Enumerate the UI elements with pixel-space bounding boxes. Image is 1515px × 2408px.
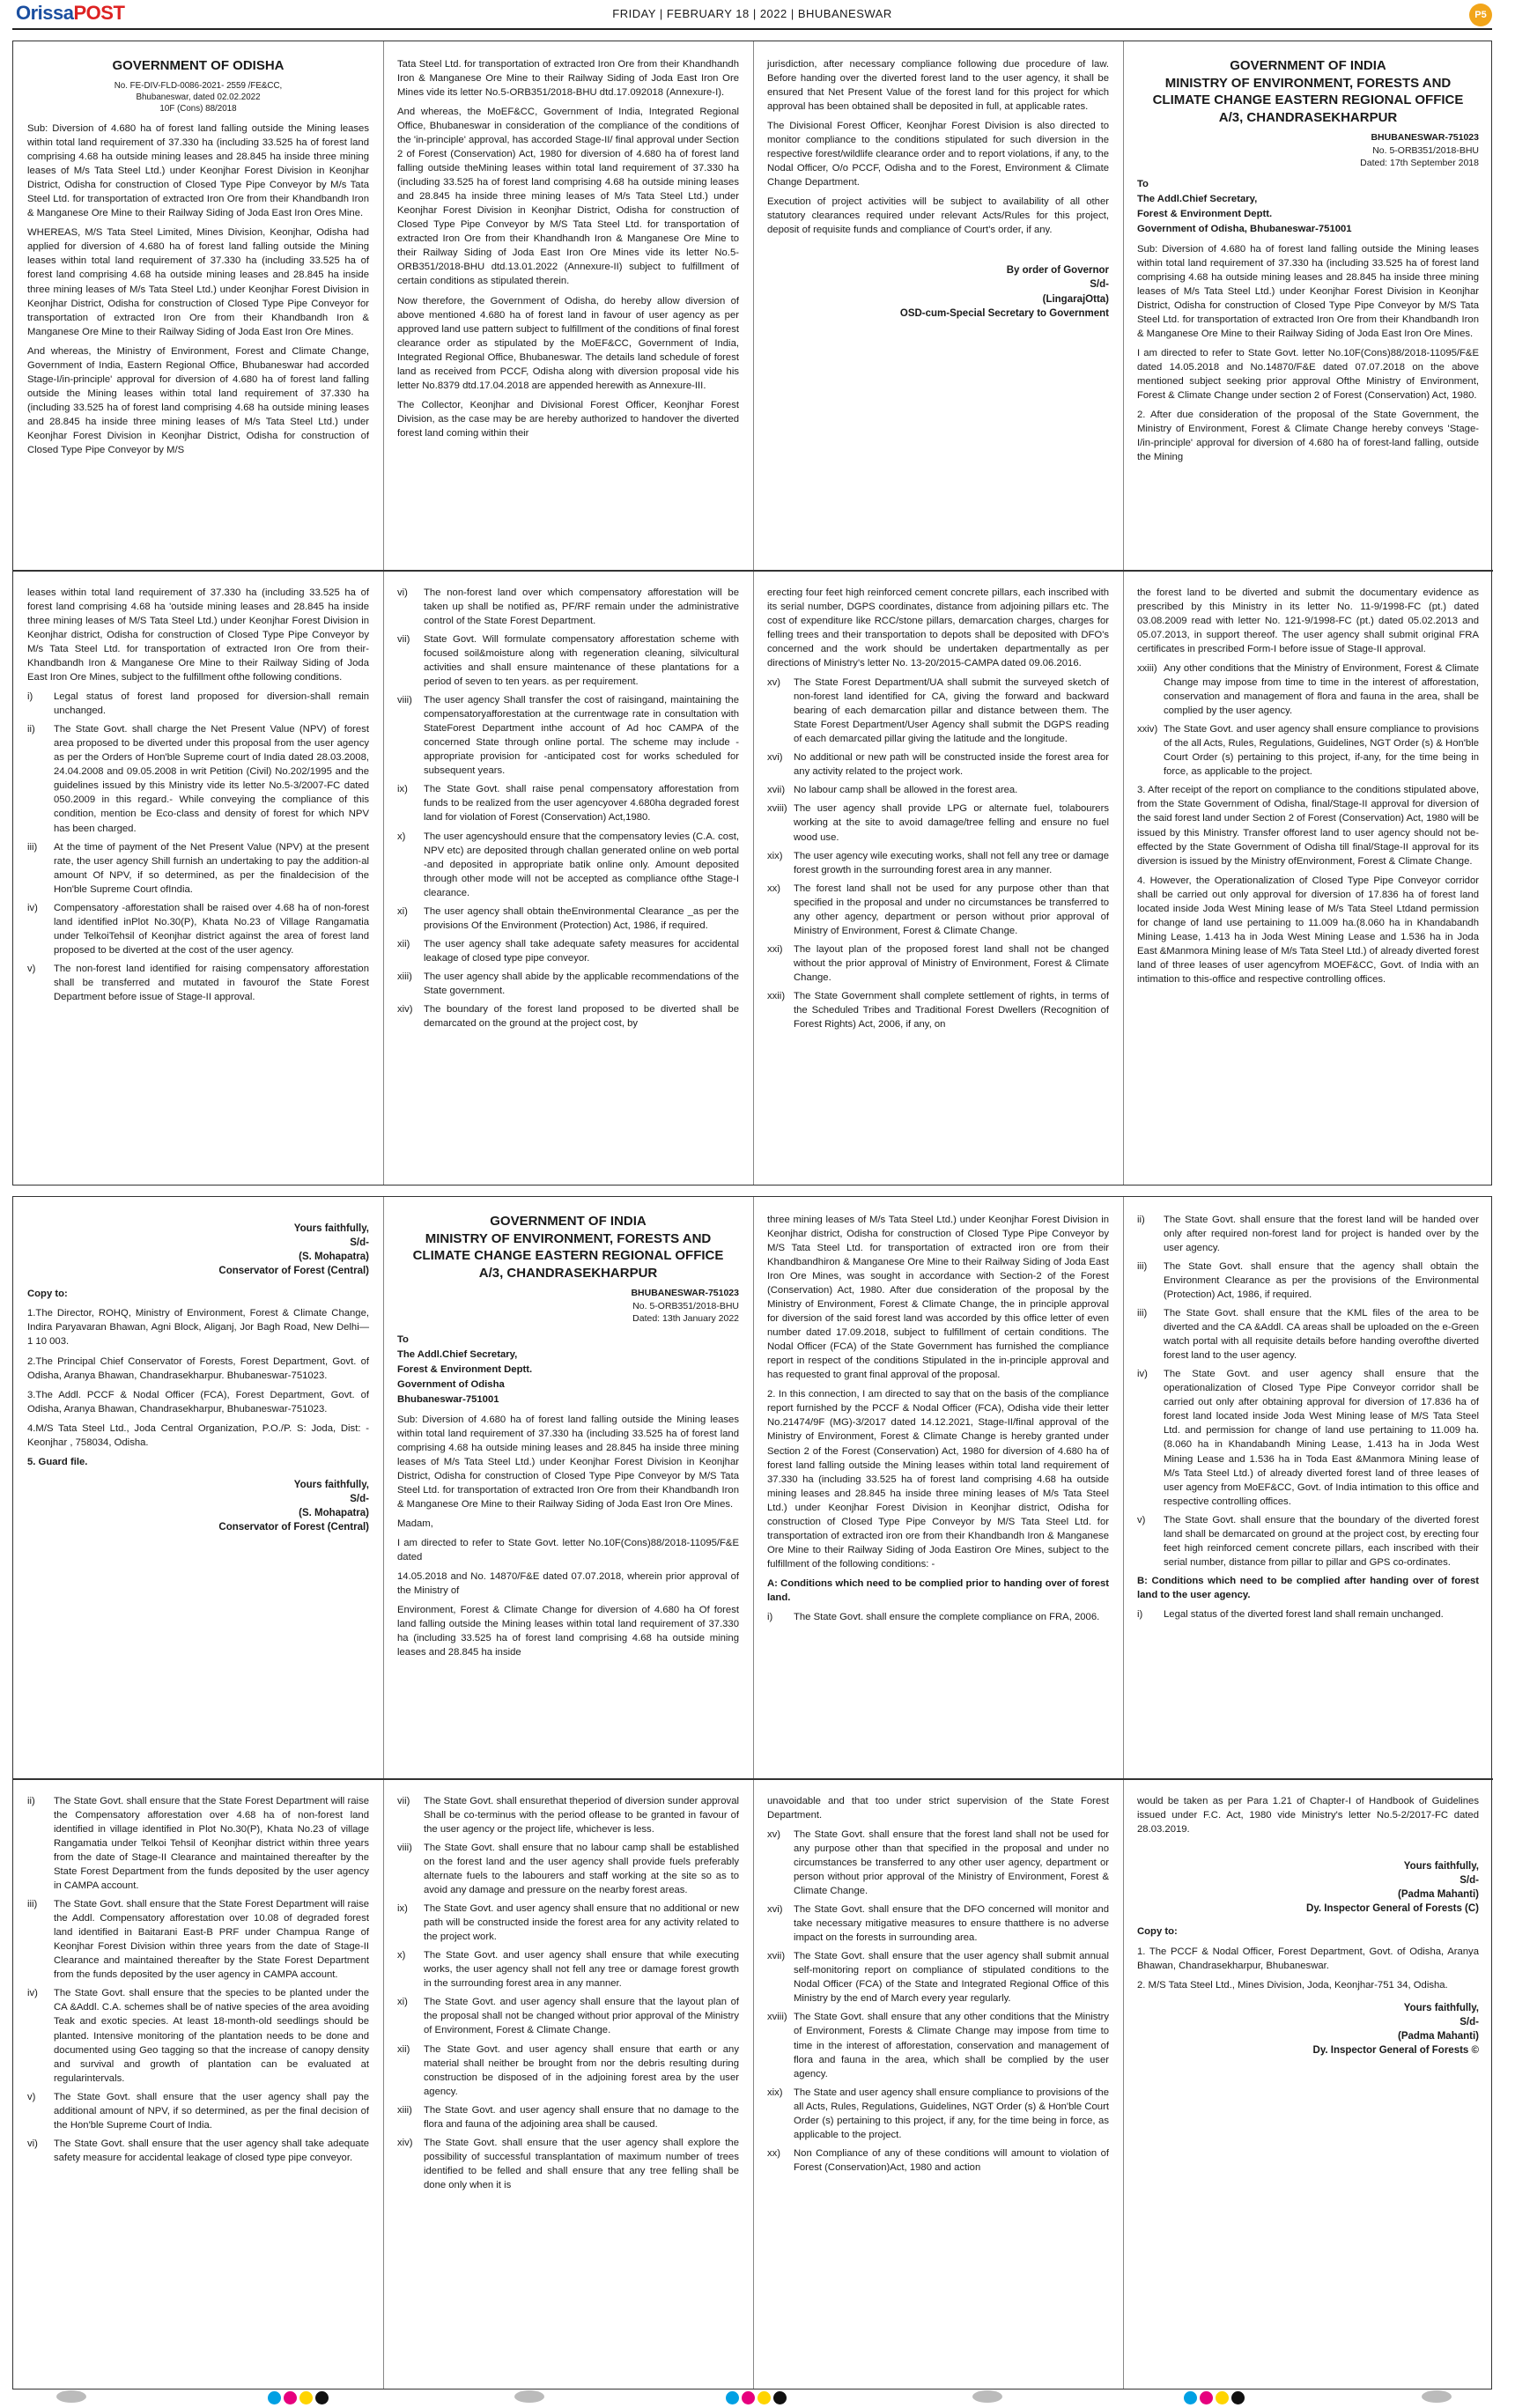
copy-recipient: 1.The Director, ROHQ, Ministry of Environment, Forest & Climate Change, Indira Paryavaran Bhawan, Agni Block, Aliganj, Jor Bagh Road, New Delhi— 1 10 003. (27, 1308, 369, 1348)
condition-number: x) (397, 1950, 406, 1961)
body-paragraph: three mining leases of M/s Tata Steel Ltd.) under Keonjhar Forest Division in Keonjhar district, Odisha for construction of Closed Type Pipe Conveyor by M/S Tata Steel Ltd. for transportation of extracted iron ore from their Khandbandhiron & Manganese Ore Mine to their Railway Siding of Joda East Iron Ore Mines, was sought in accordance with Section-2 of the Forest (Conservation) Act, 1980. After due consideration of the proposal by the Ministry of Environment, Forest & Climate Change, the in principle approval for diversion of the said forest land was accorded by this office letter of even number dated 17.09.2018, subject to fulfillment of certain conditions. The Nodal Officer (FCA) of the State Government has furnished the compliance report in respect of the conditions Stipulated in the in-principle approval and has requested to grant final approval of the proposal. (767, 1215, 1109, 1381)
condition-number: v) (27, 963, 36, 974)
condition-number: xiii) (397, 2104, 412, 2116)
condition-number: iv) (27, 1988, 38, 1999)
magenta-dot (284, 2391, 297, 2404)
condition-number: xi) (397, 905, 408, 917)
section-heading: A: Conditions which need to be complied prior to handing over of forest land. (767, 1577, 1109, 1603)
condition-text: The State Govt. shall ensure that the DFO concerned will monitor and take necessary mitigative measures to ensure thatthere is no adverse impact on the forests in surrounding area. (794, 1904, 1109, 1944)
condition-number: v) (1137, 1514, 1146, 1525)
condition-number: xvi) (767, 752, 783, 764)
condition-text: The State Govt. shall ensure that the species to be planted under the CA &Addl. C.A. schemes shall be of native species of the area avoiding Teak and exotic species. At least 18-month-old seedlings should be planted. Intensive monitoring of the plantation needs to be done and documented using Geo tagging so that the increase of canopy density and survival and growth of plantation can be evaluated at regularintervals. (54, 1988, 369, 2084)
odisha-order-col-1 (13, 41, 383, 570)
subject-paragraph: Sub: Diversion of 4.680 ha of forest land falling outside the Mining leases within total land requirement of 37.330 ha (including 33.525 ha of forest land comprising 4.68 ha outside mining leases and 28.845 ha inside three mining leases of M/s Tata Steel Ltd.) under Keonjhar Forest Division in Keonjhar District, Odisha for construction of Closed Type Pipe Conveyor by M/s Tata Steel Ltd. for transportation of extracted Iron Ore from their Khandbandh Iron & Manganese Ore Mine to their Railway Siding of Joda East Iron Ores Mine. (27, 123, 369, 219)
condition-item (397, 782, 739, 824)
condition-item (397, 970, 739, 998)
signature-block: Yours faithfully, S/d- (S. Mohapatra) Conservator of Forest (Central) (218, 1479, 369, 1533)
condition-text: The State Govt. and user agency shall ensure that no additional or new path will be constructed inside the forest area for any activity related to the project work. (424, 1903, 739, 1943)
condition-text: The user agencyshould ensure that the compensatory levies (C.A. cost, NPV etc) are deposited through challan generated online on web portal -and deposited in appropriate batik online only. Amount deposited through other mode will not be accepted as compliance ofthe Stage-I clearance. (424, 831, 739, 898)
moefcc-letter-2022-col-3 (1123, 1197, 1493, 1778)
condition-list (1137, 1607, 1479, 1621)
copy-recipient: 4.M/S Tata Steel Ltd., Joda Central Organization, P.O./P. S: Joda, Dist: -Keonjhar , 758034, Odisha. (27, 1422, 369, 1448)
condition-item (767, 1902, 1109, 1945)
condition-text: The State Govt. and user agency shall ensure compliance to provisions of the all Acts, Rules, Regulations, Guidelines, NGT Order (s) & Hon'ble Court Order (s) pertaining to this project, if-any, for the time being in force, as applicable to the project. (1164, 724, 1479, 778)
condition-item (27, 1986, 369, 2085)
condition-list (1137, 1213, 1479, 1570)
signature-block: Yours faithfully, S/d- (Padma Mahanti) Dy. Inspector General of Forests (C) (1306, 1861, 1479, 1915)
condition-number: vi) (27, 2138, 38, 2149)
condition-text: The non-forest land identified for raising compensatory afforestation shall be transferred and mutated in favourof the State Forest Department before issue of Stage-II approval. (54, 963, 369, 1002)
condition-text: The non-forest land over which compensatory afforestation will be taken up shall be notified as, PF/RF remain under the administrative control of the State Forest Department. (424, 587, 739, 627)
condition-number: xx) (767, 2147, 781, 2159)
yellow-dot (758, 2391, 771, 2404)
condition-number: ii) (27, 1796, 35, 1806)
condition-item (767, 942, 1109, 985)
condition-text: The State Govt. shall charge the Net Present Value (NPV) of forest area proposed to be diverted under this proposal from the user agency as per the Orders of Hon'ble Supreme court of India dated 28.03.2008, 24.04.2008 and 09.05.2008 in writ Petition (Civil) No.202/1995 and the guidelines issued by this Ministry vide its letter No.5-3/2007-FC dated 050.2009 in this regard.- While conveying the compliance of this condition, mention be Eco-class and density of forest for which NPV has been charged. (54, 724, 369, 834)
condition-text: The user agency shall obtain theEnvironmental Clearance _as per the provisions Of the Environment (Protection) Act, 1986, if required. (424, 905, 739, 931)
condition-item (27, 840, 369, 897)
condition-text: At the time of payment of the Net Present Value (NPV) at the present rate, the user agency Shill furnish an undertaking to pay the addition-al amount Of NPV, if so determined, as per the finaldecision of the Hon'ble Supreme Court ofIndia. (54, 841, 369, 895)
condition-text: The boundary of the forest land proposed to be diverted shall be demarcated on the ground at the project cost, by (424, 1003, 739, 1029)
condition-number: x) (397, 831, 406, 842)
black-dot (773, 2391, 787, 2404)
body-paragraph: 3. After receipt of the report on compliance to the conditions stipulated above, from the State Government of Odisha, final/Stage-II approval for diversion of the said forest land under Section 2 of Forest (Conservation) Act, 1980 will be issued by this Ministry. Transfer offorest land to user agency should not be- effected by the State Government of Odisha till final/Stage-II approval for its diversion is issued by the Ministry ofEnvironment, Forest & Climate Change. (1137, 785, 1479, 867)
condition-text: The State Govt. shall ensure that any other conditions that the Ministry of Environment, Forests & Climate Change may impose from time to time in the interest of afforestation, conservation and management of flora and fauna in the area, which shall be complied by the user agency. (794, 2012, 1109, 2079)
condition-item (397, 905, 739, 933)
condition-number: xv) (767, 677, 781, 689)
condition-number: ix) (397, 784, 408, 795)
condition-text: The user agency Shall transfer the cost of raisingand, maintaining the compensatoryafforestation at the currentwage rate in consultation with StateForest Department inthe account of Ad hoc CAMPA of the concerned State through online portal. The scheme may include -appropriate provision for -anticipated cost for works scheduled for subsequent years. (424, 695, 739, 777)
cyan-dot (726, 2391, 739, 2404)
copy-recipient: 2. M/S Tata Steel Ltd., Mines Division, Joda, Keonjhar-751 34, Odisha. (1137, 1979, 1448, 1991)
condition-item (767, 801, 1109, 844)
body-paragraph: The Collector, Keonjhar and Divisional Forest Officer, Keonjhar Forest Division, as the case may be are hereby authorized to handover the diverted forest land coming within their (397, 399, 739, 439)
condition-text: The State Govt. shall ensure the complete compliance on FRA, 2006. (794, 1611, 1100, 1622)
condition-item (767, 783, 1109, 797)
condition-item (1137, 1367, 1479, 1508)
condition-text: The layout plan of the proposed forest land shall not be changed without the prior approval of Ministry of Environment, Forest & Climate Change. (794, 943, 1109, 983)
condition-text: The State Govt. shall ensure that the KML files of the area to be diverted and the CA &Addl. CA areas shall be uploaded on the e-Green watch portal with all requisite details before handing overofthe diverted forest land to the user agency. (1164, 1308, 1479, 1362)
moefcc-2018-conditions-col-2 (383, 570, 753, 1186)
condition-list (27, 1794, 369, 2165)
condition-item (767, 1610, 1109, 1624)
page-header (12, 0, 1492, 30)
condition-number: iii) (27, 1899, 38, 1910)
body-paragraph: The Divisional Forest Officer, Keonjhar Forest Division is also directed to monitor compliance to the conditions stipulated for such diversion in the respective forest/wildlife clearance order and to report violations, if any, to the Nodal Officer, O/o PCCF, Odisha and to the Forest, Environment & Climate Change Department. (767, 121, 1109, 188)
moefcc-2022-signoff (1123, 1778, 1493, 2390)
condition-text: The State Govt. and user agency shall ensure that the layout plan of the proposal shall not be changed without prior approval of the Ministry of Environment, Forest & Climate Change. (424, 1997, 739, 2036)
condition-text: The State Govt. shall ensure that the forest land shall not be used for any purpose other than that specified in the proposal and under no circumstances be transferred to any other user agency, department or person without prior approval of the Ministry of Environment, Forest & Climate Change. (794, 1829, 1109, 1897)
color-registration-dots (268, 2391, 329, 2404)
body-paragraph: I am directed to refer to State Govt. letter No.10F(Cons)88/2018-11095/F&E dated 14.05.2018 and No.14870/F&E dated 07.07.2018 on the above mentioned subject seeking prior approval Ofthe Ministry of Environment, Forest & Climate Change under section 2 of Forest (Conservation) Act, 1980. (1137, 348, 1479, 402)
condition-number: xix) (767, 850, 783, 861)
black-dot (1231, 2391, 1245, 2404)
copy-recipient: 3.The Addl. PCCF & Nodal Officer (FCA), Forest Department, Govt. of Odisha, Aranya Bhawan, Chandrasekharpur, Bhubaneswar-751023. (27, 1389, 369, 1415)
newspaper-page (12, 0, 1492, 2408)
condition-item (27, 901, 369, 957)
letter-reference: No. FE-DIV-FLD-0086-2021- 2559 /FE&CC, Bhubaneswar, dated 02.02.2022 10F (Cons) 88/2018 (114, 80, 283, 114)
body-paragraph: 4. However, the Operationalization of Closed Type Pipe Conveyor corridor shall be carried out only approval for diversion of 17.836 ha of forest land located inside Joda West Mining lease of M/s Tata Steel Ltdand permission for change of land use pertaining to 11.009 ha.(8.060 ha in Khandabandh Mining Lease, 1.413 ha in Joda West Mining Lease and 1.536 ha in Joda East &Manmora Mining lease of M/s Tata Steel Ltd.) of already diverted forest land of three leases of user agencyfrom MOEF&CC, Govt. of India with an intimation to this-office and respective controlling offices. (1137, 875, 1479, 985)
moefcc-2018-conditions-col-4 (1123, 570, 1493, 1186)
body-paragraph: erecting four feet high reinforced cement concrete pillars, each inscribed with its serial number, DGPS coordinates, distance from adjoining pillars etc. The cost of expenditure like RCC/stone pillars, demarcation charges, charges for felling trees and their transportation to depots shall be deposited with DFO's concerned and the work should be undertaken departmentally as per directions of Ministry's letter No. 13-20/2015-CAMPA dated 09.06.2016. (767, 587, 1109, 669)
print-register-mark (56, 2390, 86, 2403)
addressee: To The Addl.Chief Secretary, Forest & Environment Deptt. Government of Odisha Bhubaneswar-751001 (397, 1334, 533, 1405)
condition-number: iii) (1137, 1308, 1148, 1319)
condition-text: The State Govt. shall ensure that no labour camp shall be established on the forest land and the user agency shall provide fuels preferably alternate fuels to the labourers and staff working at the site so as to avoid any damage and pressure on the nearby forest areas. (424, 1843, 739, 1896)
letter-reference: BHUBANESWAR-751023 No. 5-ORB351/2018-BHU Dated: 13th January 2022 (631, 1288, 739, 1325)
condition-text: The State Govt. shall ensure that the user agency shall take adequate safety measure for accidental leakage of closed type pipe conveyor. (54, 2138, 369, 2163)
odisha-order-col-3 (753, 41, 1123, 570)
condition-number: xix) (767, 2087, 783, 2098)
condition-item (767, 882, 1109, 938)
condition-text: The user agency shall provide LPG or alternate fuel, tolabourers working at the site to avoid damage/tree felling and ensure no fuel wood use. (794, 803, 1109, 843)
salutation: Madam, (397, 1518, 433, 1529)
condition-number: v) (27, 2091, 36, 2102)
condition-item (27, 1794, 369, 1893)
condition-number: viii) (397, 1843, 412, 1854)
condition-list (767, 1828, 1109, 2175)
condition-item (27, 2090, 369, 2132)
condition-number: xx) (767, 883, 781, 894)
condition-number: xvii) (767, 785, 786, 796)
condition-number: iii) (27, 841, 38, 853)
condition-text: No additional or new path will be constructed inside the forest area for any activity related to the project work. (794, 752, 1109, 778)
condition-number: xii) (397, 938, 410, 949)
condition-item (27, 2137, 369, 2165)
moefcc-letter-2022-col-2 (753, 1197, 1123, 1778)
notice-block-top (12, 41, 1492, 1186)
condition-text: The State Govt. shall ensure that the agency shall obtain the Environment Clearance as per the provisions of the Environmental (Protection) Act, 1986, if required. (1164, 1261, 1479, 1301)
print-register-mark (1422, 2390, 1452, 2403)
condition-text: The user agency shall abide by the applicable recommendations of the State government. (424, 971, 739, 996)
condition-text: The State Govt. and user agency shall ensure that while executing works, the user agency shall not fell any tree or damage forest growth in the surrounding forest area in any manner. (424, 1950, 739, 1990)
condition-item (1137, 1259, 1479, 1302)
condition-text: The State Govt. and user agency shall ensure that the operationalization of Closed Type Pipe Conveyor corridor shall be carried out only after obtaining approval for diversion of 17.836 ha of forest land located inside Joda West Mining lease of M/S Tata Steel Ltd. and permission for change of land use pertaining to 11.009 ha.(8.060 ha in Khandabandh Mining Lease, 1.413 ha in Joda West Mining Lease and 1.536 ha in Toda East &Manmora Mining lease of M/s Tata Steel Ltd.) of already diverted forest land of three leases of user agency from MoEF&CC, Govt. of India intimation to this office and respective controlling offices. (1164, 1369, 1479, 1507)
condition-text: The State Govt. shall raise penal compensatory afforestation from funds to be realized from the user agencyover 4.680ha degraded forest land for violation of Forest (Conservation) Act,1980. (424, 784, 739, 824)
condition-number: iv) (27, 902, 38, 913)
dateline: FRIDAY | FEBRUARY 18 | 2022 | BHUBANESWAR (612, 7, 892, 20)
condition-number: vi) (397, 587, 408, 598)
condition-number: xviii) (767, 803, 787, 815)
subject-paragraph: Sub: Diversion of 4.680 ha of forest land falling outside the Mining leases within total land requirement of 37.330 ha (including 33.525 ha of forest land comprising 4.68 ha outside mining leases and 28.845 ha inside three mining leases of M/s Tata Steel Ltd.) under Keonjhar Forest Division in Keonjhar District, Odisha for construction of Closed Type Pipe Conveyor by M/S Tata Steel Ltd. for transportation of extracted Iron Ore from their Khandbandh Iron & Manganese Ore Mine to their Railway Siding of Joda East Iron Ore Mines. (1137, 243, 1479, 339)
condition-item (767, 849, 1109, 877)
condition-list (767, 676, 1109, 1031)
condition-text: Non Compliance of any of these conditions will amount to violation of Forest (Conservation)Act, 1980 and action (794, 2147, 1109, 2173)
body-paragraph: Environment, Forest & Climate Change for diversion of 4.680 ha Of forest land falling outside the Mining leases within total land requirement of 37.330 ha (including 33.525 ha of forest land comprising 4.68 ha outside mining leases and 28.845 ha inside (397, 1605, 739, 1658)
condition-number: xxi) (767, 943, 783, 955)
condition-text: The State Government shall complete settlement of rights, in terms of the Scheduled Tribes and Traditional Forest Dwellers (Recognition of Forest Rights) Act, 2006, if any, on (794, 990, 1109, 1030)
yellow-dot (1216, 2391, 1229, 2404)
notice-title: GOVERNMENT OF INDIA MINISTRY OF ENVIRONMENT, FORESTS AND CLIMATE CHANGE EASTERN REGIONAL OFFICE A/3, CHANDRASEKHARPUR (1152, 58, 1464, 125)
body-paragraph: 2. After due consideration of the proposal of the State Government, the Ministry of Environment, Forest & Climate Change hereby conveys 'Stage-I/in-principle' approval for diversion of 4.680 ha of forest-land falling, outside the Mining (1137, 410, 1479, 463)
notice-title: GOVERNMENT OF INDIA MINISTRY OF ENVIRONMENT, FORESTS AND CLIMATE CHANGE EASTERN REGIONAL OFFICE A/3, CHANDRASEKHARPUR (412, 1214, 724, 1281)
condition-item (397, 1995, 739, 2037)
condition-text: No labour camp shall be allowed in the forest area. (794, 785, 1018, 796)
condition-number: i) (767, 1611, 773, 1622)
addressee: To The Addl.Chief Secretary, Forest & Environment Deptt. Government of Odisha, Bhubaneswar-751001 (1137, 179, 1352, 234)
black-dot (315, 2391, 329, 2404)
condition-item (397, 586, 739, 628)
condition-item (1137, 661, 1479, 718)
notice-title: GOVERNMENT OF ODISHA (112, 58, 285, 73)
condition-number: xvii) (767, 1951, 786, 1962)
condition-item (397, 937, 739, 965)
condition-number: xiii) (397, 971, 412, 982)
condition-number: vii) (397, 1796, 410, 1806)
condition-text: The State Govt. shall ensure that the boundary of the diverted forest land shall be demarcated on ground at the project cost, by erecting four feet high reinforced cement concrete pillars, each inscribed with their serial number, distance from pillar to pillar and GPS co-ordinates. (1164, 1514, 1479, 1568)
condition-number: xv) (767, 1829, 781, 1841)
body-paragraph: Execution of project activities will be subject to availability of all other statutory clearances required under relevant Acts/Rules for this project, deposit of requisite funds and compliance of Court's order, if any. (767, 196, 1109, 236)
condition-item (767, 676, 1109, 746)
condition-number: ix) (397, 1903, 408, 1915)
condition-item (767, 1949, 1109, 2005)
moefcc-2018-conditions-col-1 (13, 570, 383, 1186)
odisha-order-col-2 (383, 41, 753, 570)
condition-text: The State Govt. shall ensurethat theperiod of diversion sunder approval Shall be co-terminus with the period oflease to be granted in favour of the user agency or the project life, whichever is less. (424, 1796, 739, 1836)
condition-text: The State Govt. shall ensure that the forest land will be handed over only after required non-forest land for project is handed over by the user agency. (1164, 1215, 1479, 1254)
moefcc-2022-conditions-col-3 (753, 1778, 1123, 2390)
condition-number: ii) (1137, 1215, 1145, 1225)
body-paragraph: 2. In this connection, I am directed to say that on the basis of the compliance report furnished by the PCCF & Nodal Officer (FCA), Odisha vide their letter No.21474/9F (MG)-3/2017 dated 14.12.2021, Stage-II/final approval of the Ministry of Environment, Forest & Climate Change is hereby granted under Section 2 of the Forest (Conservation) Act, 1980 for diversion of 4.680 ha of forest land falling outside the Mining leases within total land requirement of 37.330 ha (including 33.525 ha of forest land comprising 4.68 ha outside mining leases and 28.845 ha inside three mining leases of M/s Tata Steel Ltd.) under Keonjhar Forest Division in Keonjhar district, Odisha for construction of Closed Type Pipe Conveyor by M/S Tata Steel Ltd. for transportation of extracted iron ore from their Khandbandh Iron & Manganese Ore Mine to their Railway Siding of Joda Eastiron Ore Mines, subject to the fulfillment of the following conditions: - (767, 1389, 1109, 1570)
moefcc-2018-signoff (13, 1197, 383, 1778)
condition-text: The State Govt. shall ensure that the user agency shall pay the additional amount of NPV, if so determined, as per the final decision of the Hon'ble Supreme Court of India. (54, 2091, 369, 2131)
print-register-mark (972, 2390, 1002, 2403)
condition-text: The State Govt. shall ensure that the user agency shall explore the possibility of successful transplantation of maximum number of trees identified to be felled and shall ensure that any tree felling shall be done only when it is (424, 2137, 739, 2190)
condition-text: Legal status of forest land proposed for diversion-shall remain unchanged. (54, 691, 369, 717)
condition-number: xxiv) (1137, 724, 1158, 735)
page-number-badge: P5 (1469, 4, 1492, 26)
yellow-dot (299, 2391, 313, 2404)
body-paragraph: I am directed to refer to State Govt. letter No.10F(Cons)88/2018-11095/F&E dated (397, 1538, 739, 1563)
masthead-logo: OrissaPOST (16, 2, 125, 24)
condition-number: ii) (27, 724, 35, 735)
copy-to-heading: Copy to: (27, 1289, 68, 1300)
condition-text: Compensatory -afforestation shall be raised over 4.68 ha of non-forest land identified inPlot No.30(P), Khata No.23 of Village Rangamatia under TelkoiTehsil of Keonjhar district against the area of forest land proposed to be diverted at the cost of the user agency. (54, 902, 369, 956)
copy-recipient: 2.The Principal Chief Conservator of Forests, Forest Department, Govt. of Odisha, Aranya Bhawan, Chandrasekharpur. Bhubaneswar-751023. (27, 1355, 369, 1381)
moefcc-2022-conditions-col-1 (13, 1778, 383, 2390)
magenta-dot (1200, 2391, 1213, 2404)
condition-item (397, 1002, 739, 1030)
signature-block: Yours faithfully, S/d- (Padma Mahanti) Dy. Inspector General of Forests © (1312, 2002, 1479, 2056)
condition-number: i) (1137, 1608, 1143, 1620)
body-paragraph: jurisdiction, after necessary compliance following due procedure of law. Before handing over the diverted forest land to the user agency, it shall be ensured that Net Present Value of the forest land for this project for which approval has been obtained shall be deposited in full, at applicable rates. (767, 59, 1109, 113)
condition-item (397, 1841, 739, 1897)
condition-item (397, 1948, 739, 1991)
moefcc-2018-conditions-col-3 (753, 570, 1123, 1186)
notice-block-bottom (12, 1196, 1492, 2390)
body-paragraph: WHEREAS, M/S Tata Steel Limited, Mines Division, Keonjhar, Odisha had applied for diversion of 4.680 ha of forest land falling outside the Mining leases within total land requirement of 37.330 ha (including 33.525 ha of forest land comprising 4.68 ha outside mining leases and 28.845 ha inside three mining leases of M/s Tata Steel Ltd.) under Keonjhar Forest Division in Keonjhar District, Odisha for construction of Closed Type Pipe Conveyor for transportation of extracted Iron Ore from their Khandbandh Iron & Manganese Ore Mine to their Railway Siding of Joda East Iron Ore Mines. (27, 227, 369, 337)
body-paragraph: the forest land to be diverted and submit the documentary evidence as prescribed by this Ministry in its letter No. 11-9/1998-FC (pt.) dated 03.08.2009 read with letter No. 121-9/1998-FC (pt.) dated 05.02.2013 and 05.07.2013, in support thereof. The user agency shall submit original FRA certificates in prescribed Form-I before issue of Stage-II approval. (1137, 587, 1479, 655)
condition-number: i) (27, 691, 33, 703)
condition-text: Any other conditions that the Ministry of Environment, Forest & Climate Change may impose from time to time in the interest of afforestation, conservation and management of flora and fauna in the area, shall be complied by the user agency. (1164, 663, 1479, 717)
moefcc-letter-2022-col-1 (383, 1197, 753, 1778)
condition-item (767, 989, 1109, 1031)
condition-text: The State and user agency shall ensure compliance to provisions of the all Acts, Rules, Regulations, Guidelines, NGT Order (s) & Hon'ble Court Order (s) pertaining to this project, if any, for the time being in force, as applicable to the project. (794, 2087, 1109, 2140)
color-registration-dots (1184, 2391, 1245, 2404)
condition-item (767, 2086, 1109, 2142)
condition-text: State Govt. Will formulate compensatory afforestation scheme with focused soil&moisture along with regeneration cleaning, silvicultural activities and shall ensure maintenance of these plantations for a period of seven to ten years. as per requirement. (424, 634, 739, 688)
body-paragraph: Tata Steel Ltd. for transportation of extracted Iron Ore from their Khandhandh Iron & Manganese Ore Mine to their Railway Siding of Joda East Iron Ore Mines vide its letter No.5-ORB351/2018-BHU dtd.17.092018 (Annexure-I). (397, 59, 739, 99)
condition-item (1137, 1607, 1479, 1621)
print-register-mark (514, 2390, 544, 2403)
condition-item (1137, 1306, 1479, 1363)
body-paragraph: 14.05.2018 and No. 14870/F&E dated 07.07.2018, wherein prior approval of the Ministry of (397, 1571, 739, 1597)
condition-number: xi) (397, 1997, 408, 2008)
condition-text: The user agency wile executing works, shall not fell any tree or damage forest growth in the surrounding forest area in any manner. (794, 850, 1109, 875)
condition-item (1137, 1513, 1479, 1570)
copy-recipient: 5. Guard file. (27, 1456, 88, 1467)
magenta-dot (742, 2391, 755, 2404)
subject-paragraph: Sub: Diversion of 4.680 ha of forest land falling outside the Mining leases within total land requirement of 37.330 ha (including 33.525 ha of forest land comprising 4.68 ha outside mining leases and 28.845 ha inside three mining leases of M/s Tata Steel Ltd.) under Keonjhar Forest Division in Keonjhar District, Odisha for construction of Closed Type Pipe Conveyor by M/S Tata Steel Ltd. for transportation of extracted Iron Ore from their Khandbandh Iron & Manganese Ore Mine to their Railway Siding of Joda East Iron Ore Mines. (397, 1414, 739, 1510)
condition-list (767, 1610, 1109, 1624)
condition-number: xvi) (767, 1904, 783, 1916)
condition-item (767, 2146, 1109, 2175)
condition-text: The State Govt. and user agency shall ensure that no damage to the flora and fauna of the adjoining area shall be caused. (424, 2104, 739, 2130)
condition-item (767, 1828, 1109, 1898)
body-paragraph: And whereas, the Ministry of Environment, Forest and Climate Change, Government of India, Eastern Regional Office, Bhubaneswar had accorded Stage-I/in-principle' approval for diversion of 4.680 ha of forest land falling outside the Mining leases within total land requirement of 37.330 ha (including 33.525 ha of forest land comprising 4.68 ha outside mining leases and 28.845 ha inside three mining leases of M/s Tata Steel Ltd.) under Keonjhar Forest Division in Keonjhar District, Odisha for construction of Closed Type Pipe Conveyor by M/S (27, 345, 369, 455)
condition-number: xviii) (767, 2012, 787, 2023)
condition-number: iv) (1137, 1369, 1148, 1380)
condition-item (767, 2010, 1109, 2080)
condition-item (397, 2136, 739, 2192)
condition-list (27, 690, 369, 1004)
section-heading: B: Conditions which need to be complied after handing over of forest land to the user agency. (1137, 1575, 1479, 1600)
condition-text: The user agency shall take adequate safety measures for accidental leakage of closed type pipe conveyor. (424, 938, 739, 964)
condition-item (397, 2103, 739, 2131)
condition-item (27, 722, 369, 835)
condition-item (397, 2042, 739, 2099)
color-registration-dots (726, 2391, 787, 2404)
copy-recipient: 1. The PCCF & Nodal Officer, Forest Department, Govt. of Odisha, Aranya Bhawan, Chandrasekharpur, Bhubaneswar. (1137, 1946, 1479, 1971)
body-paragraph: leases within total land requirement of 37.330 ha (including 33.525 ha of forest land comprising 4.68 ha 'outside mining leases and 28.845 ha inside three mining leases of M/S Tata Steel Ltd.) under Keonjhar Forest Division in Keonjhar district, Odisha for construction of Closed Type Pipe Conveyor by M/s Tata Steel Ltd. for transportation of extracted Iron Ore from their-Khandbandh Iron & Manganese Ore Mine to their Railway Siding of Joda East Iron Ore Mines, subject to the fulfillment ofthe following conditions. (27, 587, 369, 683)
letter-reference: BHUBANESWAR-751023 No. 5-ORB351/2018-BHU Dated: 17th September 2018 (1360, 132, 1479, 169)
condition-text: The State Govt. and user agency shall ensure that earth or any material shall neither be brought from nor the debris resulting during construction be disposed of in the adjoining forest area by the user agency. (424, 2043, 739, 2097)
condition-item (397, 1902, 739, 1944)
condition-text: Legal status of the diverted forest land shall remain unchanged. (1164, 1608, 1444, 1620)
condition-item (397, 1794, 739, 1836)
signature-block: By order of Governor S/d- (LingarajOtta) OSD-cum-Special Secretary to Government (899, 265, 1109, 319)
body-paragraph: And whereas, the MoEF&CC, Government of India, Integrated Regional Office, Bhubaneswar in consideration of the compliance of the conditions of the 'in-principle' approval, has accorded Stage-II/ final approval under Section 2 of Forest (Conservation) Act, 1980 for diversion of 4.680 ha of forest land falling outside theMining leases within total land requirement of 37.330 ha (including 33.525 ha of forest land comprising 4.68 ha outside mining leases and 28.845 ha inside three mining leases of M/s Tata Steel Ltd.) under Keonjhar Forest Division in Keonjhar District, Odisha for construction of Closed Type Pipe Conveyor by M/S Tata Steel Ltd. for transportation of extracted Iron Ore from their Khandhandh Iron & Manganese Ore Mine to their Railway Siding of Joda East Iron Ore Mines vide its letter No.5-ORB351/2018-BHU dtd.13.01.2022 (Annexure-II) subject to fulfillment of certain conditions as stipulated therein. (397, 107, 739, 287)
body-paragraph: Now therefore, the Government of Odisha, do hereby allow diversion of above mentioned 4.680 ha of forest land in favour of user agency as per approved land use pattern subject to fulfillment of the conditions of final forest clearance order as stipulated by the MoEF&CC, Government of India, Integrated Regional Office, Bhubaneswar. The details land schedule of forest land as received from PCCF, Odisha along with diversion proposal vide his letter No.8379 dtd.17.04.2018 are appended herewith as Annexure-III. (397, 295, 739, 391)
condition-item (1137, 722, 1479, 779)
condition-list (1137, 661, 1479, 779)
condition-item (27, 690, 369, 718)
copy-to-heading: Copy to: (1137, 1926, 1178, 1938)
condition-number: xiv) (397, 2137, 413, 2148)
condition-item (767, 750, 1109, 779)
condition-text: The State Forest Department/UA shall submit the surveyed sketch of non-forest land identified for CA, giving the forward and backward bearing of each demarcation pillar and distance between them. The State Forest Department/User Agency shall submit the DGPS reading of each demarcated pillar giving the latitude and the longitude. (794, 677, 1109, 745)
condition-item (1137, 1213, 1479, 1255)
condition-number: xxiii) (1137, 663, 1157, 675)
condition-number: xii) (397, 2043, 410, 2055)
moefcc-letter-2018-col-1 (1123, 41, 1493, 570)
cyan-dot (1184, 2391, 1197, 2404)
body-paragraph: would be taken as per Para 1.21 of Chapter-I of Handbook of Guidelines issued under F.C. Act, 1980 vide Ministry's letter No.5-2/2017-FC dated 28.03.2019. (1137, 1796, 1479, 1836)
condition-item (397, 693, 739, 778)
condition-number: xxii) (767, 990, 786, 1001)
moefcc-2022-conditions-col-2 (383, 1778, 753, 2390)
condition-number: viii) (397, 695, 412, 706)
cyan-dot (268, 2391, 281, 2404)
condition-text: The forest land shall not be used for any purpose other than that specified in the proposal and under no circumstances be transferred to any other agency, department or person without prior approval of Ministry of Environment, Forest & Climate Change. (794, 883, 1109, 936)
body-paragraph: unavoidable and that too under strict supervision of the State Forest Department. (767, 1796, 1109, 1821)
condition-list (397, 1794, 739, 2192)
condition-item (397, 632, 739, 689)
condition-item (27, 962, 369, 1004)
condition-number: xiv) (397, 1003, 413, 1015)
signature-block: Yours faithfully, S/d- (S. Mohapatra) Conservator of Forest (Central) (218, 1223, 369, 1277)
condition-item (27, 1897, 369, 1982)
condition-list (397, 586, 739, 1030)
condition-number: iii) (1137, 1261, 1148, 1273)
condition-text: The State Govt. shall ensure that the State Forest Department will raise the Addl. Compensatory afforestation over 10.08 of degraded forest land identified in Baitarani East-B PRF under Champua Range of Keonjhar Forest Division within three years from the date of Stage-II Clearance and maintained thereafter by the State Forest Department from the funds deposited by the user agency in CAMPA account. (54, 1899, 369, 1981)
condition-text: The State Govt. shall ensure that the user agency shall submit annual self-monitoring report on compliance of stipulated conditions to the Nodal Officer (FCA) of the State and Integrated Regional Office of this Ministry by the end of March every year regularly. (794, 1951, 1109, 2005)
condition-text: The State Govt. shall ensure that the State Forest Department will raise the Compensatory afforestation over 4.68 ha of non-forest land identified in village identified in Plot No.30(P), Khata No.23 of village Rangamatia under Telkoi Tehsil of Keonjhar district within three years from the date of Stage-II Clearance and maintained thereafter by the State Forest Department from the funds deposited by the user agency in CAMPA account. (54, 1796, 369, 1892)
condition-number: vii) (397, 634, 410, 646)
condition-item (397, 830, 739, 900)
